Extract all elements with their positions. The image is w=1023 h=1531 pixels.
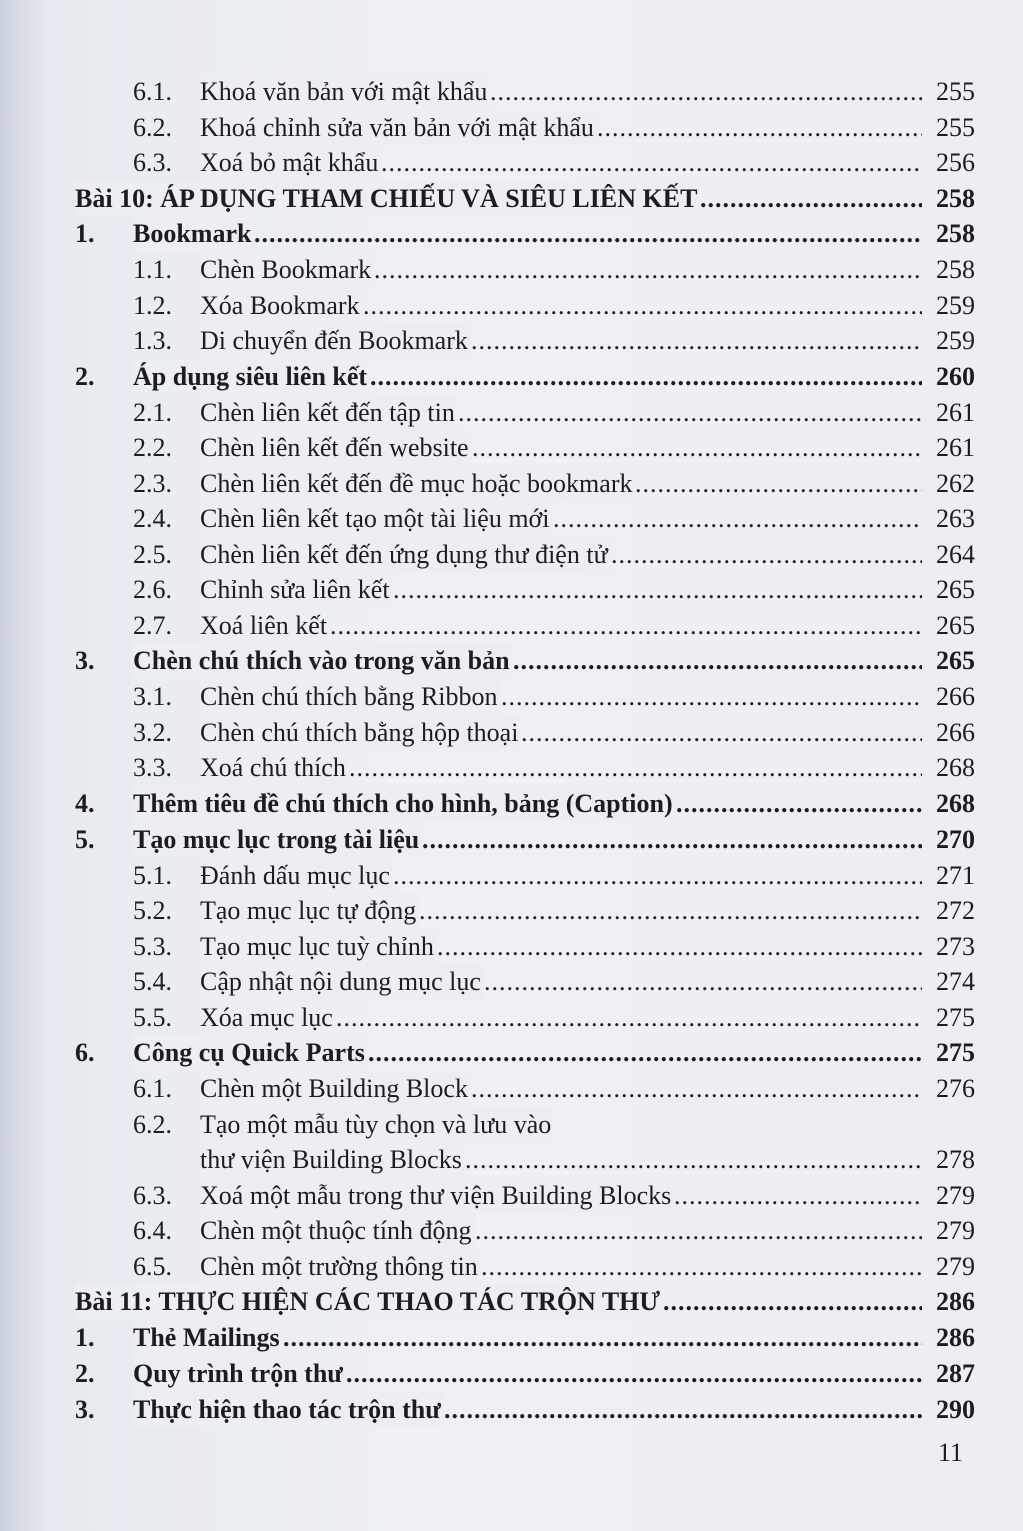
toc-subsection-row: [0, 893, 1023, 929]
toc-page-number: 279: [922, 1213, 975, 1249]
toc-title: Chèn liên kết tạo một tài liệu mới: [200, 501, 553, 537]
toc-subsection-row: [0, 501, 1023, 537]
toc-page-number: 272: [922, 893, 975, 929]
toc-title: Xoá bỏ mật khẩu: [200, 145, 381, 181]
toc-page-number: 260: [922, 359, 975, 395]
toc-subsection-row: [0, 288, 1023, 324]
toc-number: 1.1.: [133, 255, 172, 284]
dot-leader: [700, 181, 925, 217]
toc-subsection-row: [0, 608, 1023, 644]
dot-leader: [501, 679, 925, 715]
toc-page-number: 275: [922, 1000, 975, 1036]
toc-title: Thẻ Mailings: [133, 1320, 283, 1356]
page-number: 11: [938, 1438, 964, 1467]
toc-section-row: [0, 1392, 1023, 1428]
toc-number: 3.: [75, 1394, 95, 1424]
dot-leader: [370, 359, 925, 395]
toc-title: Bookmark: [133, 216, 254, 252]
toc-number: 4.: [75, 788, 95, 818]
toc-subsection-row: [0, 1000, 1023, 1036]
toc-number: 5.5.: [133, 1002, 172, 1032]
dot-leader: [374, 252, 925, 288]
toc-page-number: 287: [922, 1356, 975, 1392]
toc-page-number: 258: [922, 252, 975, 288]
toc-subsection-row: [0, 964, 1023, 1000]
toc-section-row: [0, 1320, 1023, 1356]
toc-title: Di chuyển đến Bookmark: [200, 323, 471, 359]
dot-leader: [458, 395, 925, 431]
toc-number: 3.2.: [133, 717, 172, 747]
dot-leader: [393, 858, 925, 894]
toc-number: 6.5.: [133, 1251, 172, 1281]
toc-title: Khoá văn bản với mật khẩu: [200, 74, 490, 110]
toc-subsection-row: [0, 1249, 1023, 1285]
toc-number: 1.: [75, 1322, 95, 1352]
toc-title: Chèn một Building Block: [200, 1071, 471, 1107]
toc-page-number: 266: [922, 679, 975, 715]
toc-page-number: 268: [922, 786, 975, 822]
toc-number: 1.3.: [133, 326, 172, 355]
toc-title: Quy trình trộn thư: [133, 1356, 346, 1392]
dot-leader: [597, 110, 925, 146]
toc-title: Chèn chú thích bằng hộp thoại: [200, 715, 521, 751]
toc-section-row: [0, 786, 1023, 822]
toc-title: Chèn liên kết đến ứng dụng thư điện tử: [200, 537, 611, 573]
toc-title: Thực hiện thao tác trộn thư: [133, 1392, 444, 1428]
toc-subsection-row: [0, 323, 1023, 359]
toc-page-number: 265: [922, 572, 975, 608]
toc-number: 2.2.: [133, 433, 172, 462]
dot-leader: [437, 929, 925, 965]
toc-page-number: 274: [922, 964, 975, 1000]
toc-subsection-row: [0, 858, 1023, 894]
toc-number: 5.: [75, 824, 95, 854]
toc-page-number: 279: [922, 1249, 975, 1285]
toc-number: 3.1.: [133, 682, 172, 711]
toc-number: 6.2.: [133, 1109, 172, 1139]
toc-title: Tạo mục lục tuỳ chỉnh: [200, 929, 437, 965]
toc-page-number: 268: [922, 750, 975, 786]
toc-page-number: 266: [922, 715, 975, 751]
toc-subsection-row: [0, 750, 1023, 786]
toc-number: 2.5.: [133, 539, 172, 569]
dot-leader: [422, 822, 925, 858]
toc-subsection-row: [0, 1178, 1023, 1214]
toc-number: 3.3.: [133, 753, 172, 782]
toc-page-number: 273: [922, 929, 975, 965]
toc-number: 1.: [75, 219, 95, 248]
toc-title: Xoá chú thích: [200, 750, 349, 786]
toc-title: Chèn chú thích vào trong văn bản: [133, 643, 513, 679]
dot-leader: [368, 1035, 925, 1071]
dot-leader: [283, 1320, 925, 1356]
dot-leader: [471, 1071, 925, 1107]
toc-lesson-row: [0, 1284, 1023, 1320]
dot-leader: [419, 893, 925, 929]
toc-number: 6.3.: [133, 1180, 172, 1210]
toc-page-number: 258: [922, 181, 975, 217]
toc-number: 6.1.: [133, 77, 172, 106]
toc-number: 2.: [75, 361, 95, 391]
dot-leader: [611, 537, 925, 573]
toc-title: Đánh dấu mục lục: [200, 858, 393, 894]
toc-title: Tạo một mẫu tùy chọn và lưu vào: [200, 1107, 554, 1143]
toc-subsection-row: [0, 466, 1023, 502]
toc-number: 2.1.: [133, 397, 172, 427]
toc-title: Chèn liên kết đến đề mục hoặc bookmark: [200, 466, 635, 502]
dot-leader: [674, 1178, 925, 1214]
toc-page-number: 276: [922, 1071, 975, 1107]
toc-section-row: [0, 1356, 1023, 1392]
toc-subsection-row: [0, 537, 1023, 573]
toc-number: 1.2.: [133, 290, 172, 320]
toc-number: 5.1.: [133, 860, 172, 890]
toc-title: Tạo mục lục tự động: [200, 893, 419, 929]
toc-subsection-row: [0, 715, 1023, 751]
toc-title: Thêm tiêu đề chú thích cho hình, bảng (Caption): [133, 786, 676, 822]
toc-title: Chèn một thuộc tính động: [200, 1213, 475, 1249]
dot-leader: [471, 323, 925, 359]
toc-page-number: 286: [922, 1320, 975, 1356]
toc-title: Chèn Bookmark: [200, 252, 374, 288]
toc-section-row: [0, 359, 1023, 395]
toc-number: 6.2.: [133, 112, 172, 142]
toc-page-number: 265: [922, 608, 975, 644]
toc-title: thư viện Building Blocks: [200, 1142, 465, 1178]
dot-leader: [349, 750, 925, 786]
toc-title: Bài 10: ÁP DỤNG THAM CHIẾU VÀ SIÊU LIÊN KẾT: [75, 181, 700, 217]
toc-number: 2.6.: [133, 575, 172, 604]
toc-page-number: 279: [922, 1178, 975, 1214]
toc-subsection-row: [0, 430, 1023, 466]
toc-number: 2.: [75, 1358, 95, 1388]
dot-leader: [254, 216, 925, 252]
table-of-contents: [0, 74, 1023, 1428]
toc-title: Xoá liên kết: [200, 608, 330, 644]
toc-page-number: 275: [922, 1035, 975, 1071]
toc-page-number: 261: [922, 430, 975, 466]
toc-subsection-row: [0, 1142, 1023, 1178]
toc-number: 5.3.: [133, 931, 172, 961]
dot-leader: [393, 572, 925, 608]
toc-number: 6.: [75, 1038, 95, 1067]
toc-subsection-row: [0, 395, 1023, 431]
dot-leader: [484, 964, 925, 1000]
toc-page-number: 263: [922, 501, 975, 537]
dot-leader: [513, 643, 925, 679]
toc-number: 2.7.: [133, 610, 172, 640]
toc-title: Tạo mục lục trong tài liệu: [133, 822, 422, 858]
dot-leader: [472, 430, 925, 466]
toc-title: Chèn liên kết đến tập tin: [200, 395, 458, 431]
toc-section-row: [0, 1035, 1023, 1071]
toc-section-row: [0, 822, 1023, 858]
toc-title: Khoá chỉnh sửa văn bản với mật khẩu: [200, 110, 597, 146]
dot-leader: [481, 1249, 925, 1285]
toc-subsection-row: [0, 1213, 1023, 1249]
dot-leader: [490, 74, 925, 110]
toc-page-number: 262: [922, 466, 975, 502]
toc-subsection-row: [0, 145, 1023, 181]
toc-page-number: 265: [922, 643, 975, 679]
toc-subsection-row: [0, 572, 1023, 608]
dot-leader: [663, 1284, 925, 1320]
dot-leader: [465, 1142, 925, 1178]
toc-page-number: 264: [922, 537, 975, 573]
toc-page-number: 259: [922, 288, 975, 324]
dot-leader: [381, 145, 925, 181]
dot-leader: [475, 1213, 925, 1249]
dot-leader: [346, 1356, 925, 1392]
toc-title: Công cụ Quick Parts: [133, 1035, 368, 1071]
dot-leader: [363, 288, 925, 324]
toc-subsection-row: [0, 1107, 1023, 1143]
dot-leader: [635, 466, 925, 502]
toc-title: Bài 11: THỰC HIỆN CÁC THAO TÁC TRỘN THƯ: [75, 1284, 663, 1320]
toc-title: Chỉnh sửa liên kết: [200, 572, 393, 608]
dot-leader: [521, 715, 925, 751]
toc-number: 2.4.: [133, 504, 172, 533]
toc-subsection-row: [0, 252, 1023, 288]
toc-number: 6.4.: [133, 1216, 172, 1245]
toc-number: 5.4.: [133, 967, 172, 996]
toc-page-number: 261: [922, 395, 975, 431]
toc-subsection-row: [0, 929, 1023, 965]
toc-page-number: 278: [922, 1142, 975, 1178]
toc-subsection-row: [0, 110, 1023, 146]
toc-number: 3.: [75, 646, 95, 675]
toc-page-number: 255: [922, 74, 975, 110]
toc-title: Xóa Bookmark: [200, 288, 363, 324]
toc-title: Xoá một mẫu trong thư viện Building Blocks: [200, 1178, 674, 1214]
toc-subsection-row: [0, 74, 1023, 110]
toc-number: 6.1.: [133, 1074, 172, 1103]
toc-title: Áp dụng siêu liên kết: [133, 359, 370, 395]
toc-section-row: [0, 643, 1023, 679]
dot-leader: [444, 1392, 925, 1428]
toc-number: 6.3.: [133, 148, 172, 177]
toc-title: Xóa mục lục: [200, 1000, 336, 1036]
toc-section-row: [0, 216, 1023, 252]
toc-number: 5.2.: [133, 896, 172, 925]
dot-leader: [553, 501, 925, 537]
toc-title: Cập nhật nội dung mục lục: [200, 964, 484, 1000]
toc-page-number: 286: [922, 1284, 975, 1320]
toc-page-number: 270: [922, 822, 975, 858]
toc-page-number: 256: [922, 145, 975, 181]
toc-title: Chèn liên kết đến website: [200, 430, 472, 466]
toc-page-number: 271: [922, 858, 975, 894]
toc-page-number: 290: [922, 1392, 975, 1428]
dot-leader: [336, 1000, 925, 1036]
toc-subsection-row: [0, 1071, 1023, 1107]
toc-number: 2.3.: [133, 468, 172, 498]
toc-title: Chèn chú thích bằng Ribbon: [200, 679, 501, 715]
toc-lesson-row: [0, 181, 1023, 217]
toc-subsection-row: [0, 679, 1023, 715]
toc-page-number: 259: [922, 323, 975, 359]
dot-leader: [330, 608, 925, 644]
toc-title: Chèn một trường thông tin: [200, 1249, 481, 1285]
toc-page-number: 255: [922, 110, 975, 146]
dot-leader: [676, 786, 925, 822]
toc-page-number: 258: [922, 216, 975, 252]
